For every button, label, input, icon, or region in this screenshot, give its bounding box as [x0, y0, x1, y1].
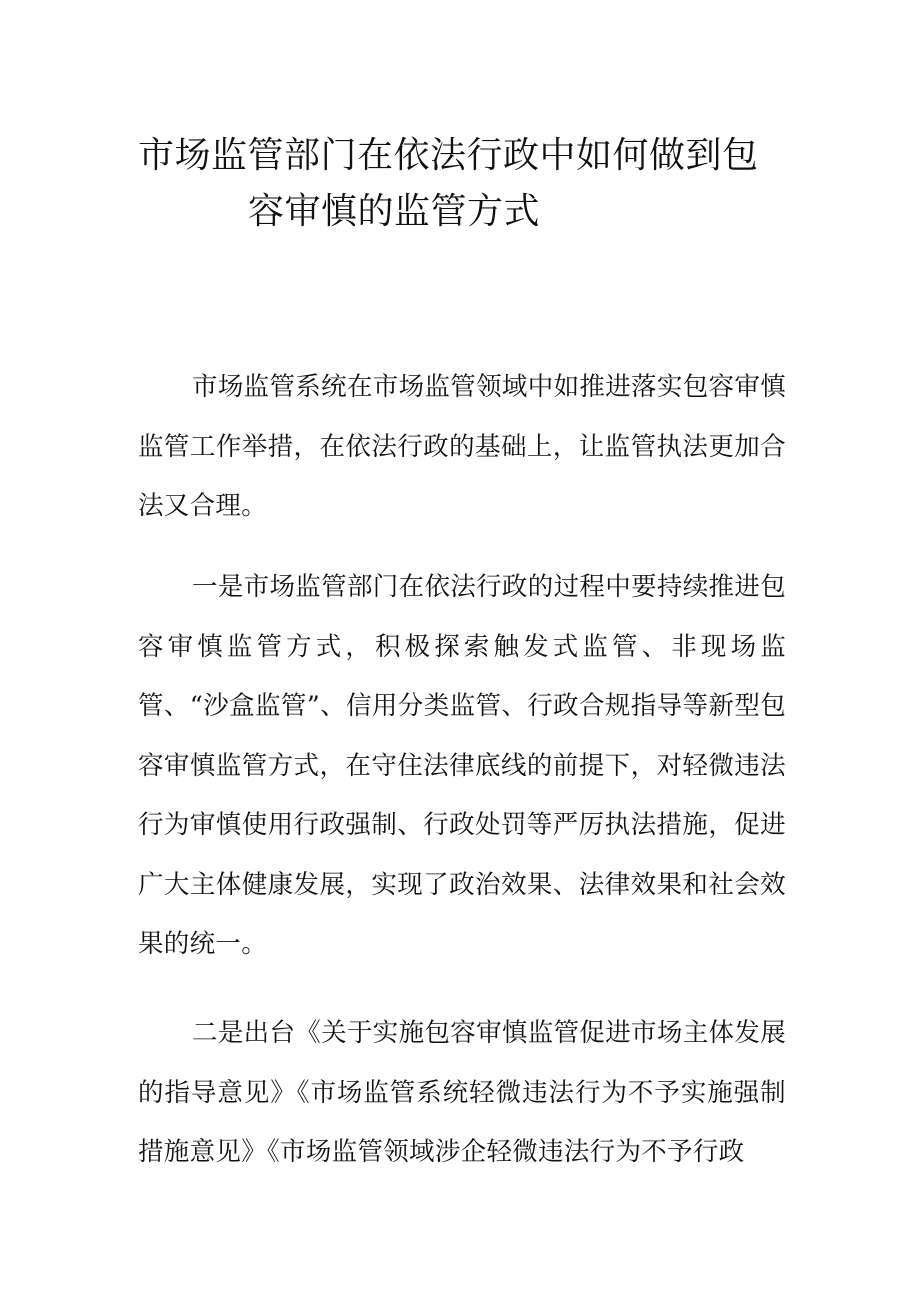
- title-line-2: 容审慎的监管方式: [248, 191, 541, 232]
- title-line-1: 市场监管部门在依法行政中如何做到包: [138, 135, 759, 176]
- paragraph-intro: 市场监管系统在市场监管领域中如推进落实包容审慎监管工作举措，在依法行政的基础上，让监管执法更加合法又合理。: [138, 372, 786, 521]
- paragraph-point-one: 一是市场监管部门在依法行政的过程中要持续推进包容审慎监管方式，积极探索触发式监管、非现场监管、“沙盒监管”、信用分类监管、行政合规指导等新型包容审慎监管方式，在守住法律底线的前提下，对轻微违法行为审慎使用行政强制、行政处罚等严厉执法措施，促进广大主体健康发展，实现了政治效果、法律效果和社会效果的统一。: [138, 572, 786, 959]
- document-title: [138, 128, 798, 240]
- paragraph-point-two: 二是出台《关于实施包容审慎监管促进市场主体发展的指导意见》《市场监管系统轻微违法行为不予实施强制措施意见》《市场监管领域涉企轻微违法行为不予行政: [138, 1018, 786, 1167]
